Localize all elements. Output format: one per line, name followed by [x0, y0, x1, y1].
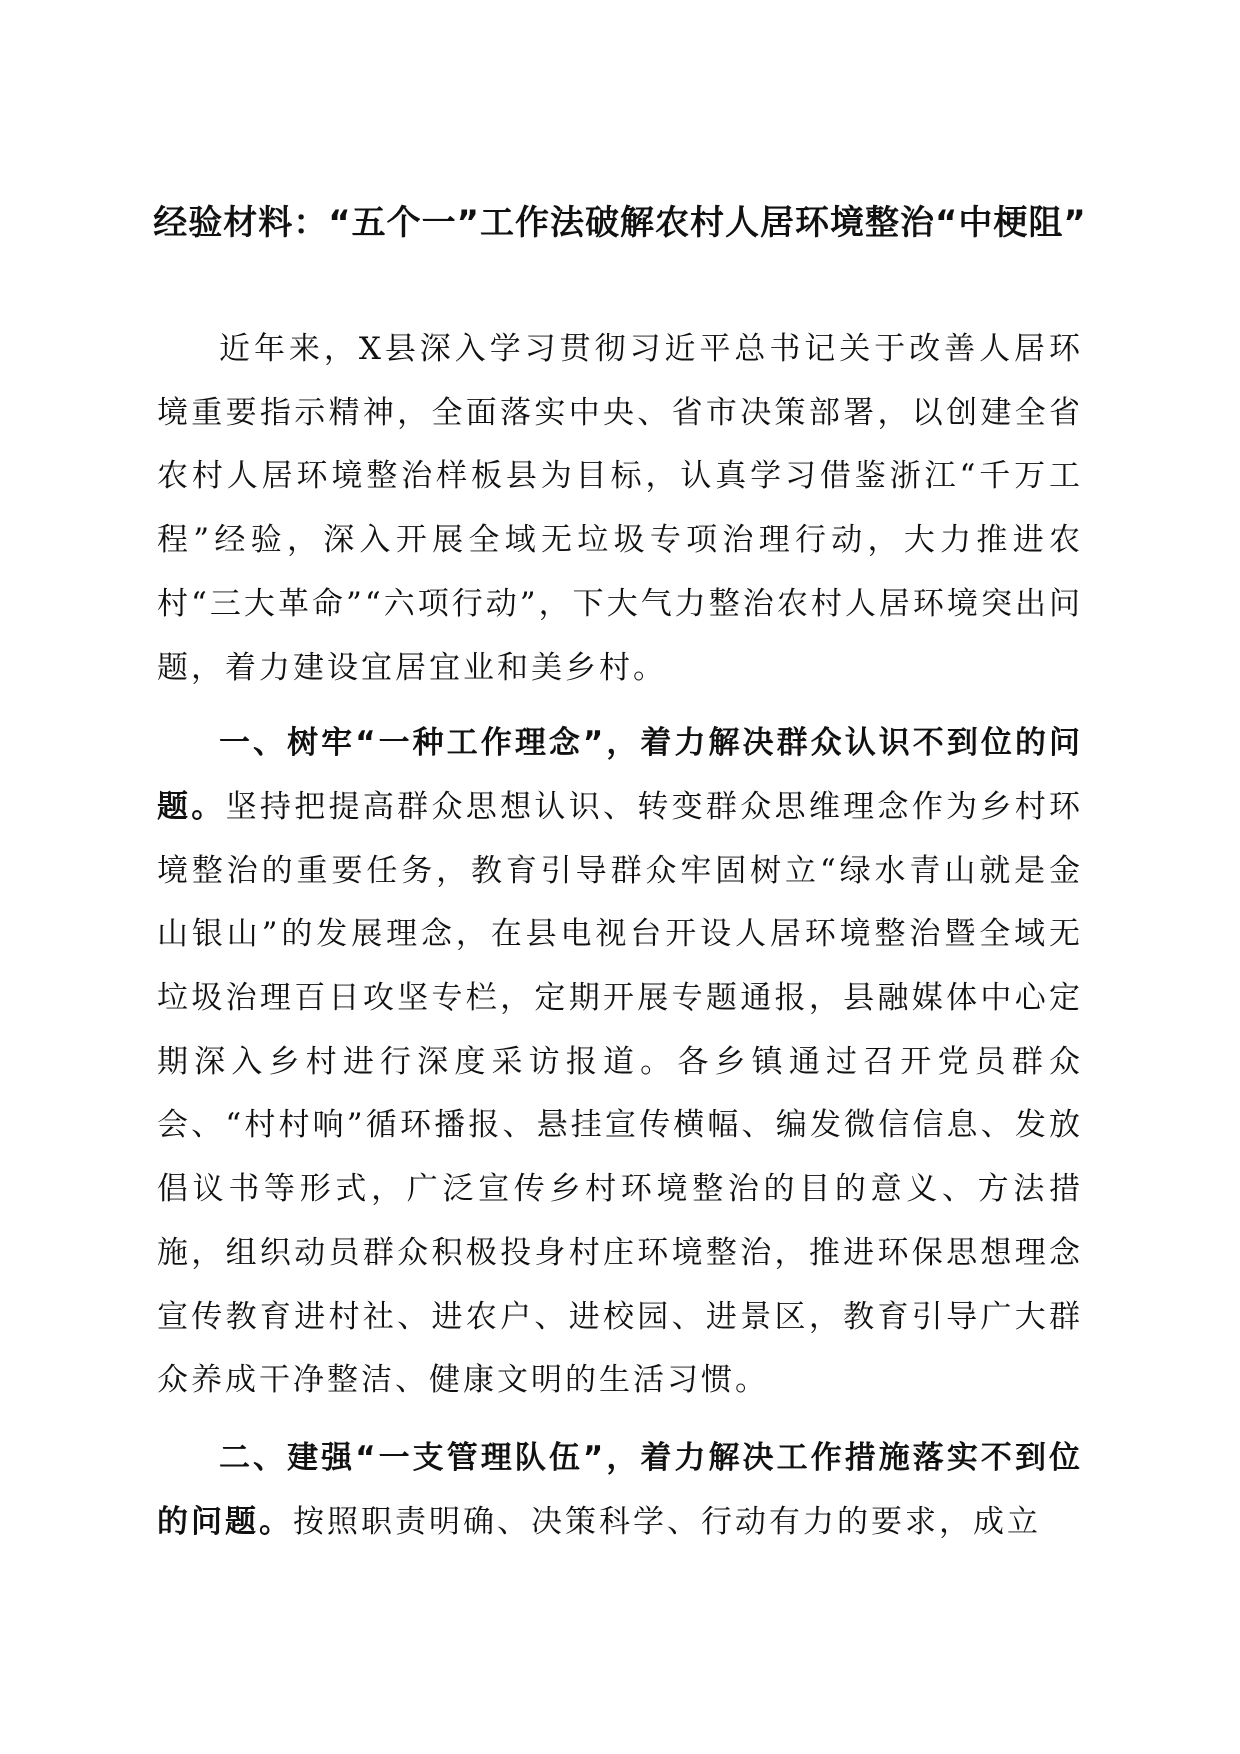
section-paragraph-1	[157, 712, 1083, 1413]
section-body-1: 坚持把提高群众思想认识、转变群众思维理念作为乡村环境整治的重要任务，教育引导群众牢固树立“绿水青山就是金山银山”的发展理念，在县电视台开设人居环境整治暨全域无垃圾治理百日攻坚专栏，定期开展专题通报，县融媒体中心定期深入乡村进行深度采访报道。各乡镇通过召开党员群众会、“村村响”循环播报、悬挂宣传横幅、编发微信信息、发放倡议书等形式，广泛宣传乡村环境整治的目的意义、方法措施，组织动员群众积极投身村庄环境整治，推进环保思想理念宣传教育进村社、进农户、进校园、进景区，教育引导广大群众养成干净整洁、健康文明的生活习惯。	[157, 788, 1084, 1399]
section-heading-2: 二、建强“一支管理队伍”，着力解决工作措施落实不到位的问题。	[157, 1439, 1083, 1540]
section-paragraph-2	[157, 1427, 1083, 1554]
document-title: 经验材料：“五个一”工作法破解农村人居环境整治“中梗阻”	[153, 203, 1087, 243]
intro-paragraph: 近年来，X县深入学习贯彻习近平总书记关于改善人居环境重要指示精神，全面落实中央、省市决策部署，以创建全省农村人居环境整治样板县为目标，认真学习借鉴浙江“千万工程”经验，深入开展全域无垃圾专项治理行动，大力推进农村“三大革命”“六项行动”，下大气力整治农村人居环境突出问题，着力建设宜居宜业和美乡村。	[157, 331, 1083, 686]
section-heading-1: 一、树牢“一种工作理念”，着力解决群众认识不到位的问题。	[157, 725, 1083, 825]
section-body-2: 按照职责明确、决策科学、行动有力的要求，成立	[293, 1503, 1041, 1540]
document-body	[157, 318, 1083, 1568]
